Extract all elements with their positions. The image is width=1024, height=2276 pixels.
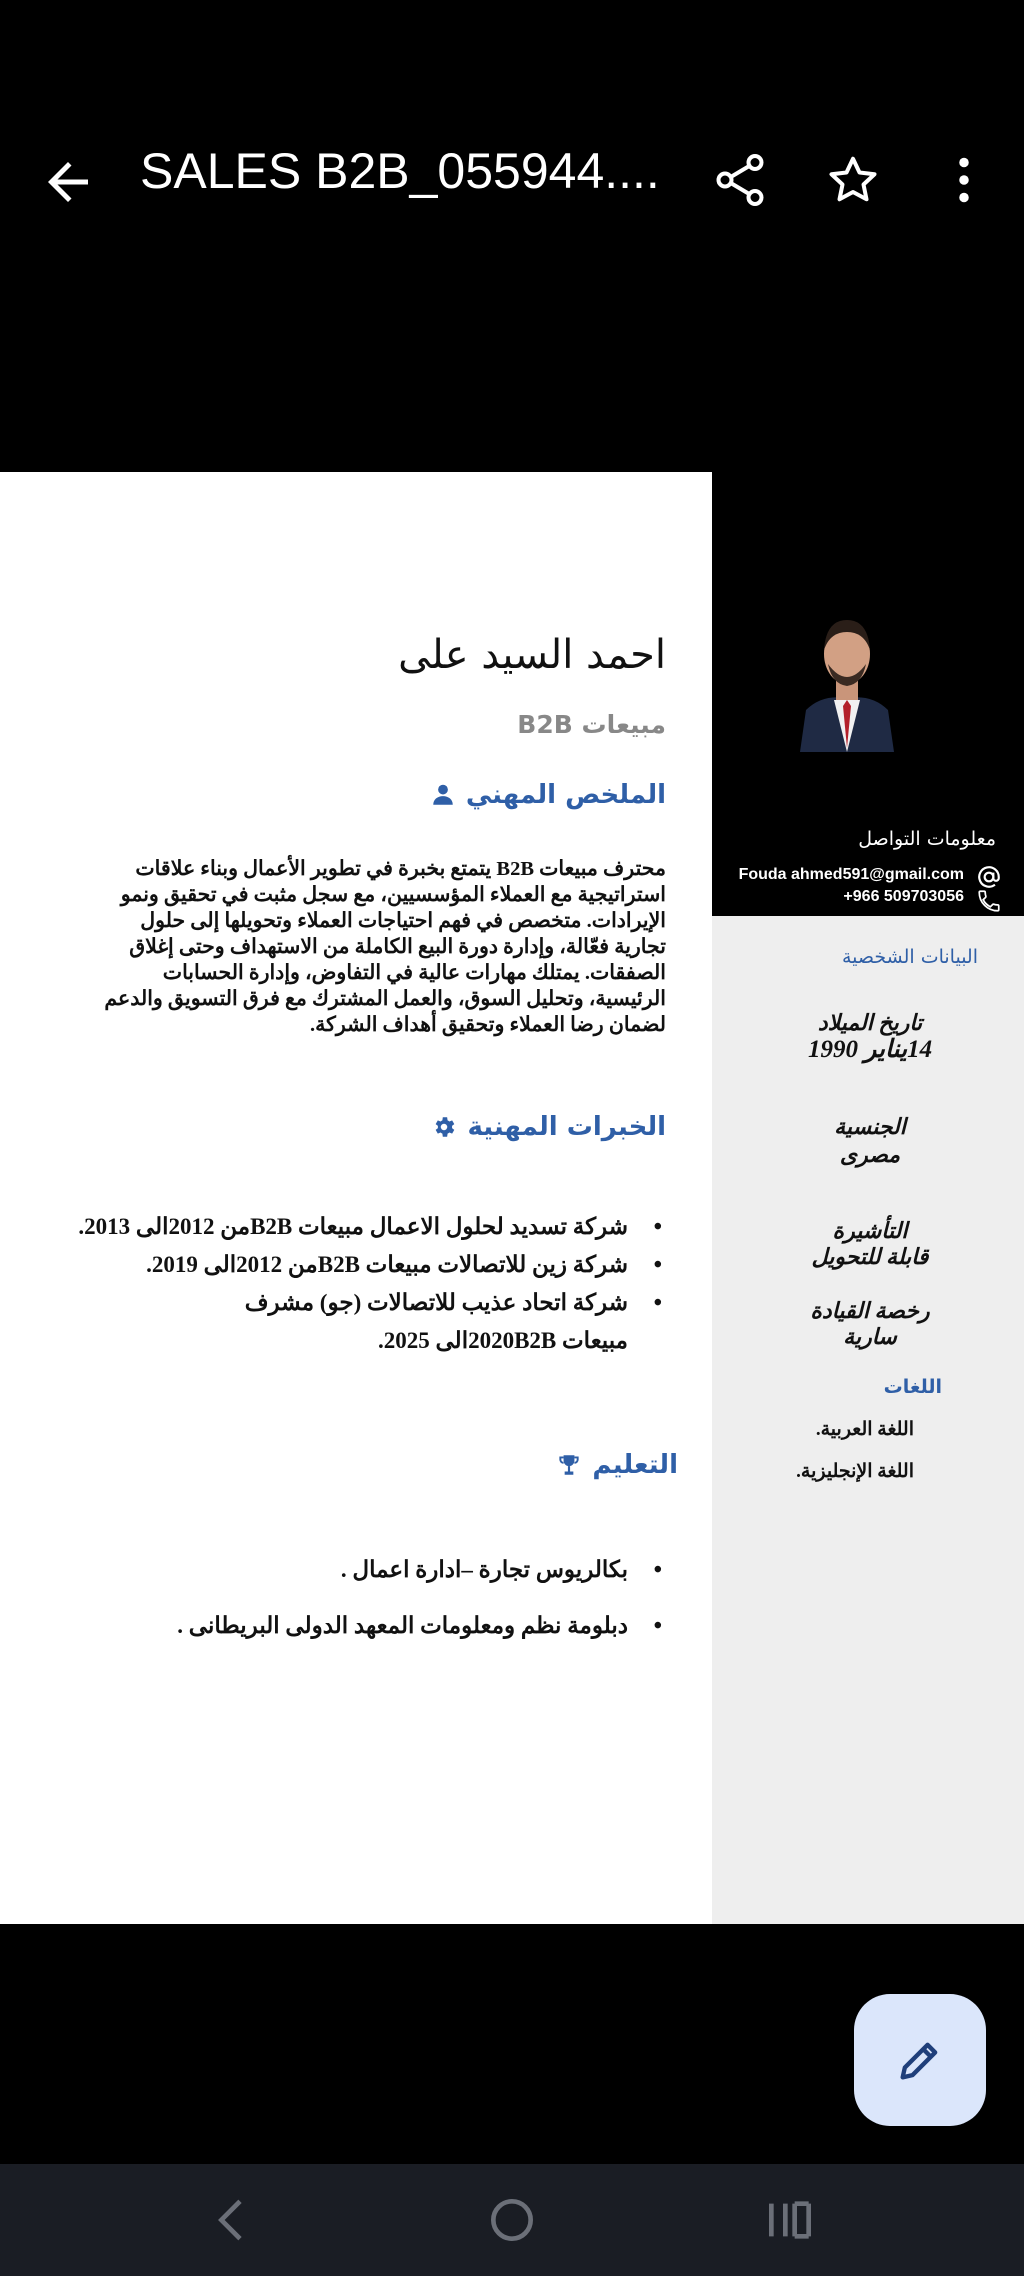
summary-line: محترف مبيعات B2B يتمتع بخبرة في تطوير الأعمال وبناء علاقات (135, 858, 666, 880)
education-item: • بكالريوس تجارة –ادارة اعمال . (177, 1542, 666, 1598)
job-title: مبيعات B2B (517, 710, 666, 739)
experience-heading (431, 1112, 666, 1142)
back-arrow-icon[interactable] (38, 152, 98, 212)
nav-recents-icon[interactable] (762, 2192, 818, 2248)
resume-page[interactable] (0, 472, 1024, 1924)
nationality-label: الجنسية (834, 1114, 906, 1139)
language-item: اللغة الإنجليزية. (796, 1461, 914, 1482)
trophy-icon (556, 1452, 582, 1478)
experience-item: • شركة اتحاد عذيب للاتصالات (جو) مشرف مبيعات 2020B2Bالى 2025. (203, 1284, 666, 1360)
education-heading (556, 1450, 678, 1480)
summary-line: الرئيسية، وتحليل السوق، والعمل المشترك مع فرق التسويق والدعم (104, 988, 666, 1010)
summary-line: تجارية فعّالة، وإدارة دورة البيع الكاملة من الاستهداف وحتى إغلاق (129, 936, 666, 958)
app-bar (0, 0, 1024, 470)
profile-photo (792, 602, 902, 752)
nav-back-icon[interactable] (205, 2192, 261, 2248)
nationality-value: مصرى (839, 1142, 901, 1167)
dob-value: 14يناير 1990 (807, 1036, 933, 1063)
at-sign-icon (976, 864, 1002, 890)
share-icon[interactable] (710, 150, 770, 210)
languages-heading: اللغات (883, 1376, 942, 1398)
summary-line: استراتيجية مع العملاء المؤسسيين، مع سجل مثبت في تحقيق ونمو (120, 884, 666, 906)
gear-icon (431, 1114, 457, 1140)
summary-line: الإيرادات. متخصص في فهم احتياجات العملاء وتحويلها إلى حلول (140, 910, 666, 932)
summary-line: لضمان رضا العملاء وتحقيق أهداف الشركة. (309, 1014, 666, 1036)
edit-button[interactable] (854, 1994, 986, 2126)
summary-line: الصفقات. يمتلك مهارات عالية في التفاوض، وإدارة الحسابات (162, 962, 666, 984)
phone-text: +966 509703056 (843, 888, 964, 905)
dob-label: تاريخ الميلاد (817, 1010, 923, 1035)
experience-item: • شركة زين للاتصالات مبيعات B2Bمن 2012الى 2019. (56, 1246, 666, 1284)
candidate-name: احمد السيد على (398, 632, 666, 678)
education-item: • دبلومة نظم ومعلومات المعهد الدولى البريطانى . (177, 1598, 666, 1654)
nav-home-icon[interactable] (484, 2192, 540, 2248)
experience-item: • شركة تسديد لحلول الاعمال مبيعات B2Bمن 2012الى 2013. (56, 1208, 666, 1246)
license-value: سارية (843, 1324, 897, 1349)
visa-label: التأشيرة (832, 1218, 908, 1243)
system-navigation-bar (0, 2164, 1024, 2276)
language-item: اللغة العربية. (815, 1419, 914, 1440)
document-title: SALES B2B_055944.... (140, 143, 660, 199)
email-text: Fouda ahmed591@gmail.com (738, 866, 964, 883)
experience-list (56, 1208, 666, 1360)
star-icon[interactable] (823, 150, 883, 210)
license-label: رخصة القيادة (810, 1298, 930, 1323)
more-vert-icon[interactable] (934, 150, 994, 210)
personal-data-heading: البيانات الشخصية (841, 946, 978, 968)
summary-text (66, 856, 666, 1038)
edit-pencil-icon (894, 2034, 946, 2086)
education-list (177, 1542, 666, 1654)
phone-icon (976, 888, 1002, 914)
experience-heading-text: الخبرات المهنية (467, 1112, 666, 1142)
summary-heading (430, 780, 666, 810)
person-icon (430, 782, 456, 808)
summary-heading-text: الملخص المهني (465, 780, 666, 810)
education-heading-text: التعليم (592, 1450, 678, 1480)
visa-value: قابلة للتحويل (811, 1244, 929, 1269)
contact-heading: معلومات التواصل (858, 828, 996, 850)
